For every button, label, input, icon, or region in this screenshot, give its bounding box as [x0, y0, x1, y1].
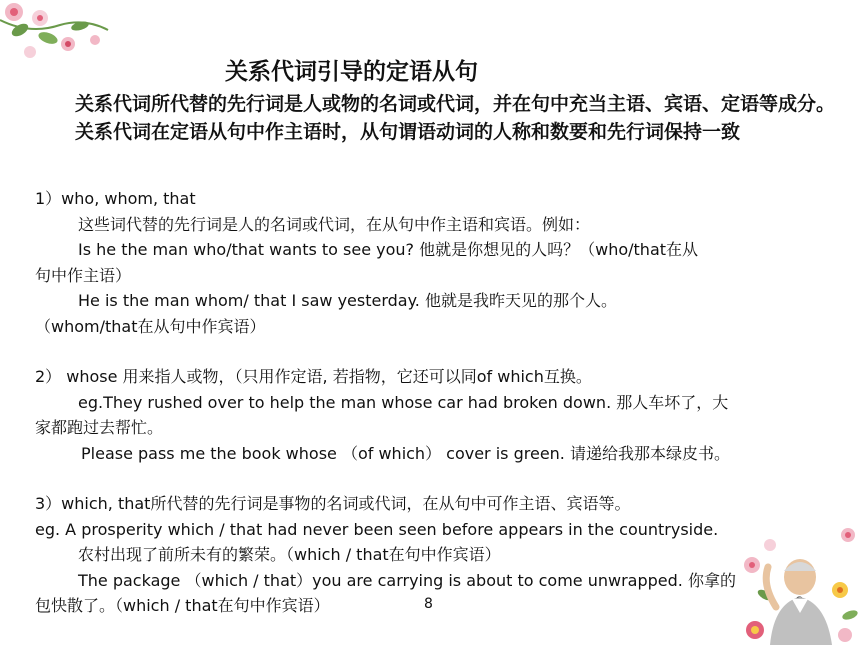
- section-3-example-2-cont: 包快散了。（which / that在句中作宾语）: [35, 596, 330, 615]
- section-2-example-2: Please pass me the book whose （of which） cover is green. 请递给我那本绿皮书。: [81, 443, 730, 463]
- section-2-example-1-cont: 家都跑过去帮忙。: [35, 418, 164, 437]
- flower-cluster-icon: [0, 0, 110, 70]
- section-1-example-1-cont: 句中作主语）: [35, 265, 132, 285]
- spacer: [35, 339, 835, 364]
- body-text: [35, 186, 835, 619]
- section-3-heading: 3）which, that所代替的先行词是事物的名词或代词，在从句中可作主语、宾语等。: [35, 494, 631, 513]
- section-2-heading: 2） whose 用来指人或物，（只用作定语, 若指物，它还可以同of which互换。: [35, 367, 592, 386]
- section-3-example-2: The package （which / that）you are carrying is about to come unwrapped. 你拿的: [78, 570, 736, 590]
- section-1-explanation: 这些词代替的先行词是人的名词或代词，在从句中作主语和宾语。例如：: [78, 214, 591, 234]
- flowers-and-person-icon: [740, 495, 860, 645]
- section-1-example-1: Is he the man who/that wants to see you? 他就是你想见的人吗？（who/that在从: [78, 240, 699, 259]
- section-2-example-1: eg.They rushed over to help the man whose car had broken down. 那人车坏了，大: [78, 392, 729, 412]
- section-1-example-2: He is the man whom/ that I saw yesterday. 他就是我昨天见的那个人。: [78, 291, 617, 310]
- page-number: 8: [424, 596, 433, 612]
- section-3-example-1: eg. A prosperity which / that had never been seen before appears in the countryside.: [35, 519, 719, 539]
- section-3-example-1-cont: 农村出现了前所未有的繁荣。（which / that在句中作宾语）: [78, 545, 501, 564]
- section-1-example-2-cont: （whom/that在从句中作宾语）: [35, 316, 266, 336]
- slide-title: 关系代词引导的定语从句: [225, 59, 478, 85]
- intro-paragraph: 关系代词所代替的先行词是人或物的名词或代词，并在句中充当主语、宾语、定语等成分。关系代词在定语从句中作主语时，从句谓语动词的人称和数要和先行词保持一致: [75, 93, 836, 143]
- section-1-heading: 1）who, whom, that: [35, 189, 196, 208]
- spacer: [35, 466, 835, 491]
